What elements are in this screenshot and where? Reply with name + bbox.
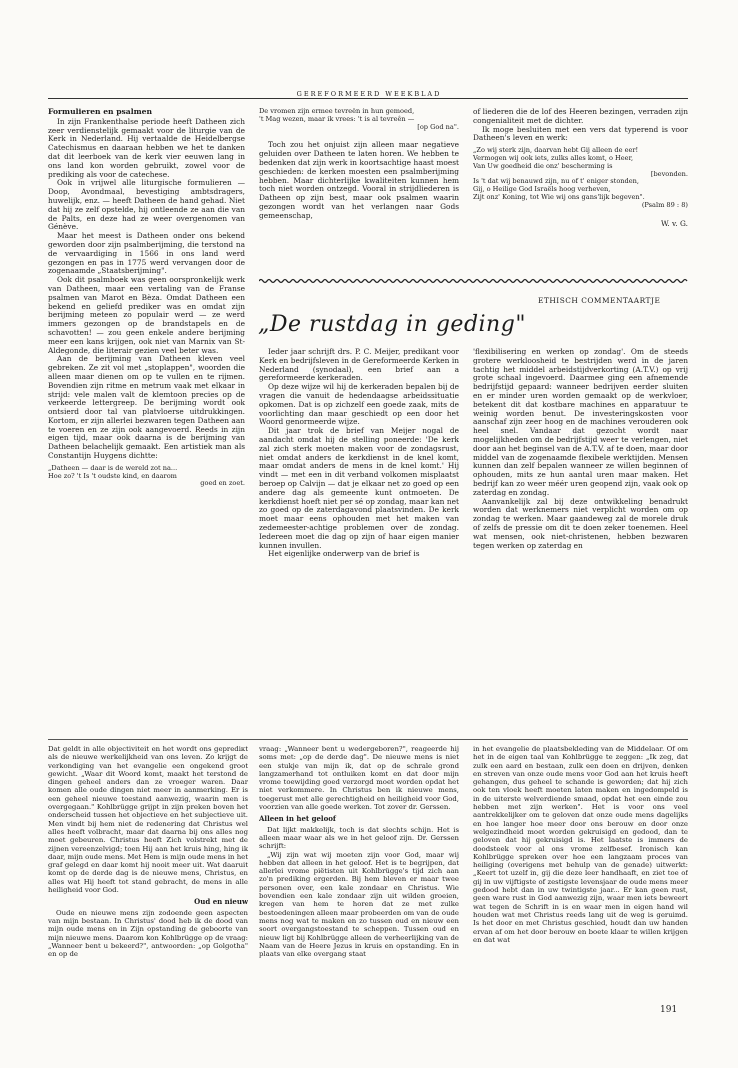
column-3 (473, 108, 688, 276)
paragraph: Het eigenlijke onderwerp van de brief is (268, 549, 420, 559)
paragraph: Dat lijkt makkelijk, toch is dat slechts schijn. Het is alleen maar waar als we in het geloof zijn. Dr. Gerssen schrijft: (259, 825, 459, 851)
paragraph: of liederen die de lof des Heeren bezingen, verraden zijn congenialiteit met de dichter. (473, 108, 688, 125)
quote-line: [op God na". (417, 122, 459, 131)
page-number: 191 (660, 1005, 678, 1015)
paragraph: Op deze wijze wil hij de kerkeraden bepalen bij de vragen die vanuit de hedendaagse arbeidssituatie opkomen. Dat is op zichzelf een goede zaak, mits de voorlichting dan maar geschiedt op een door het Woord genormeerde wijze. (259, 382, 459, 427)
paragraph: Toch zou het onjuist zijn alleen maar negatieve geluiden over Datheen te laten horen. We hebben te bedenken dat zijn werk in koortsachtige haast moest geschieden: de kerken moesten een psalmberijming hebben. Maar dichterlijke kwaliteiten kunnen hem toch niet worden ontzegd. Vooral in strijdliederen is Datheen op zijn best, maar ook psalmen waarin gezongen wordt van het verlangen naar Gods gemeenschap, (259, 140, 459, 220)
quote-line: 't Mag wezen, maar ik vrees: 't is al tevreên — (259, 114, 415, 123)
paragraph: in het evangelie de plaatsbekleding van de Middelaar. Of om het in de eigen taal van Kohlbrügge te zeggen: „Ik zeg, dat zulk een aard en bestaan, zulk een doen en drijven, denken en streven van onze oude mens voor God aan het kruis heeft gehangen, dus geheel te schande is geworden; dat hij zich ook ten vloek heeft moeten laten maken en ingedompeld is in de uiterste welverdiende smaad, opdat het een einde zou hebben met zijn werken". Het is voor ons veel aantrekkelijker om te geloven dat onze oude mens dagelijks en hoe langer hoe meer door ons berouw en door onze welgezindheid moet worden gekruisigd en gedood, dan te geloven dat hij gekruisigd is. Het laatste is immers de doodsteek voor al ons vrome zelfbesef. Ironisch kan Kohlbrügge spreken over hoe een langzaam proces van heiliging (overigens met behulp van de genade) uitwerkt: „Keert tot uzelf in, gij die deze leer handhaaft, en ziet toe of gij in uw vijftigste of zestigste levensjaar de oude mens meer gedood hebt dan in uw twintigste jaar... Er kan geen rust, geen ware rust in God aanwezig zijn, waar men iets beweert wat tegen de Schrift in is en waar men in eigen hand wil houden wat met Christus reeds lang uit de weg is geruimd. Is het door en met Christus geschied, houdt dan uw handen ervan af om het door berouw en boete klaar te willen krijgen en dat wat (473, 745, 688, 944)
section-label: ETHISCH COMMENTAARTJE (538, 296, 661, 305)
paragraph: In zijn Frankenthalse periode heeft Datheen zich zeer verdienstelijk gemaakt voor de liturgie van de Kerk in Nederland. Hij vertaalde de Heidelbergse Catechismus en daaraan hebben we het te danken dat dit leerboek van de kerk vier eeuwen lang in ons land kon worden gebruikt, zowel voor de prediking als voor de catechese. (48, 116, 245, 179)
quote-line: goed en zoet. (200, 479, 245, 488)
paragraph: Ieder jaar schrijft drs. P. C. Meijer, predikant voor Kerk en bedrijfsleven in de Gereformeerde Kerken in Nederland (synodaal), een brief aan a gereformeerde kerkeraden. (259, 348, 459, 383)
lower-column-1 (48, 745, 248, 995)
poem-quote (259, 108, 459, 131)
poem-quote (473, 147, 688, 209)
quote-line: Vermogen wij ook iets, zulks alles komt, o Heer, (473, 153, 634, 162)
section-heading: Formulieren en psalmen (48, 108, 152, 116)
paragraph: Oude en nieuwe mens zijn zodoende geen aspecten van mijn bestaan. In Christus' dood heb ik de dood van mijn oude mens en in Zijn opstanding de geboorte van mijn nieuwe mens. Daarom kon Kohlbrügge op de vraag: „Wanneer bent u bekeerd?", antwoorden: „op Golgotha" en op de (48, 908, 248, 959)
paragraph: 'flexibilisering en werken op zondag'. Om de steeds grotere werkloosheid te bestrijden werd in de jaren tachtig het middel arbeidstijdverkorting (A.T.V.) op vrij grote schaal ingevoerd. Daarmee ging een afnemende bedrijfstijd gepaard: wanneer bedrijven eerder sluiten en er minder uren worden gemaakt op de werkvloer, betekent dit dat kostbare machines en apparatuur te weinig worden benut. De investeringskosten voor aanschaf zijn zeer hoog en de machines verouderen ook heel snel. Vandaar dat gezocht wordt naar mogelijkheden om de bedrijfstijd weer te verlengen, niet door aan het beginsel van de A.T.V. af te doen, maar door middel van de zogenaamde flexibele werktijden. Mensen kunnen dan zelf bepalen wanneer ze willen beginnen of ophouden, mits ze hun aantal uren maar maken. Het bedrijf kan zo weer méér uren geopend zijn, vaak ook op zaterdag en zondag. (473, 348, 688, 497)
poem-quote (48, 465, 245, 488)
wavy-divider (259, 278, 689, 284)
column-2 (259, 108, 459, 276)
lower-column-2 (259, 745, 459, 995)
quote-line: Zijt onz' Koning, tot Wie wij ons gans'lijk begeven". (473, 192, 645, 201)
quote-line: Hoe zo? 't Is 't oudste kind, en daarom (48, 471, 177, 480)
paragraph: Dat geldt in alle objectiviteit en het wordt ons geprediкt als de nieuwe werkelijkheid van ons leven. Zo krijgt de verkondiging van het evangelie een ongekend groot gewicht. „Waar dit Woord komt, maakt het terstond de dingen geheel anders dan ze vroeger waren. Daar komen alle oude dingen niet meer in aanmerking. Er is een geheel nieuwe toestand aanwezig, waarin men is overgegaan." Kohlbrügge grijpt in zijn preken boven het onderscheid tussen het objectieve en het subjectieve uit. Men vindt bij hem niet de redenering dat Christus wel alles heeft volbracht, maar dat daarna bij ons alles nog moet gebeuren. Christus heeft Zich volstrekt met de zijnen vereenzelvigd; toen Hij aan het kruis hing, hing ik daar, mijn oude mens. Met Hem is mijn oude mens in het graf gelegd en daar komt hij nooit meer uit. Wat daaruit komt op de derde dag is de nieuwe mens, Christus, en alles wat Hij heeft tot stand gebracht, de mens in alle heiligheid voor God. (48, 745, 248, 895)
paragraph: vraag: „Wanneer bent u wedergeboren?", reageerde hij soms met: „op de derde dag". De nieuwe mens is niet een stukje van mijn ik, dat op de schrale grond langzamerhand tot ontluiken komt en dat door mijn vrome toewijding goed verzorgd moet worden opdat het niet verkommere. In Christus ben ik nieuwe mens, toegerust met alle gerechtigheid en heiligheid voor God, voorzien van alle goede werken. Tot zover dr. Gerssen. (259, 745, 459, 812)
section-divider (48, 739, 688, 740)
quote-line: „Zo wij sterk zijn, daarvan hebt Gij alleen de eer! (473, 146, 639, 155)
quote-line: „Datheen — daar is de wereld zot na... (48, 463, 178, 472)
author-signature: W. v. G. (661, 218, 688, 228)
subheading: Alleen in het geloof (259, 814, 336, 824)
quote-line: Gij, o Heilige God Israëls hoog verheven, (473, 185, 611, 194)
paragraph: „Wij zijn wat wij moeten zijn voor God, maar wij hebben dat alleen in het geloof. Het is te begrijpen, dat allerlei vrome piëtisten uit Kohlbrügge's tijd zich aan zo'n prediking ergerden. Bij hem bleven er maar twee personen over, een kale zondaar en Christus. Wie bovendien een kale zondaar zijn uit wilden groeien, kregen van hem te horen dat ze met zulke bestoedeningen alleen maar probeerden om van de oude mens nog wat te maken en zo tussen oud en nieuw een soort overgangstoestand te scheppen. Tussen oud en nieuw ligt bij Kohlbrügge alleen de verheerlijking van de Naam van de Heere Jezus in kruis en opstanding. En in plaats van elke overgang staat (259, 850, 459, 959)
paragraph: Dit jaar trok de brief van Meijer nogal de aandacht omdat hij de stelling poneerde: 'De kerk zal zich sterk moeten maken voor de zondagsrust, niet omdat anders de kerkdienst in de knel komt, maar omdat anders de mens in de knel komt.' Hij vindt — met een in dit verband volkomen misplaatst beroep op Calvijn — dat je elkaar net zo goed op een andere dag als gemeente kunt ontmoeten. De kerkdienst hoeft niet per sé op zondag, maar kan net zo goed op de zaterdagavond plaatsvinden. De kerk moet maar eens ophouden met het maken van zedemeester-achtige problemen over de zondag. Iedereen moet die dag op zijn of haar eigen manier kunnen invullen. (259, 426, 459, 550)
quote-reference: (Psalm 89 : 8) (641, 200, 688, 209)
article-headline: „De rustdag in geding" (258, 312, 526, 337)
paragraph: Maar het meest is Datheen onder ons bekend geworden door zijn psalmberijming, die terstond na de vervaardiging in 1566 in ons land werd gezongen en pas in 1775 werd vervangen door de zogenaamde „Staatsberijming". (48, 231, 245, 276)
article-column-right (473, 348, 688, 738)
paragraph: Ik moge besluiten met een vers dat typerend is voor Datheen's leven en werk: (473, 124, 688, 143)
quote-line: Van Uw goedheid die onz' bescherming is (473, 161, 613, 170)
paragraph: Aan de berijming van Datheen kleven veel gebreken. Ze zit vol met „stoplappen", woorden die alleen maar dienen om op te vullen en te rijmen. Bovendien zijn ritme en metrum vaak met elkaar in strijd: vele malen valt de klemtoon precies op de verkeerde lettergreep. De berijming wordt ook ontsierd door tal van platvloerse uitdrukkingen. Kortom, er zijn allerlei bezwaren tegen Datheen aan te voeren en ze zijn ook aangevoerd. Reeds in zijn eigen tijd, maar ook daarna is de berijming van Datheen belachelijk gemaakt. Een artistiek man als Constantijn Huygens dichtte: (48, 354, 245, 461)
header-rule (48, 98, 688, 99)
paragraph: Ook in vrijwel alle liturgische formulieren — Doop, Avondmaal, bevestiging ambtsdragers, huwelijk, enz. — heeft Datheen de hand gehad. Niet dat hij ze zelf opstelde, hij ontleende ze aan die van de Palts, en deze had ze weer overgenomen van Génève. (48, 178, 245, 232)
article-column-left (259, 348, 459, 738)
quote-line: Is 't dat wij benauwd zijn, nu of t' eniger stonden, (473, 177, 640, 186)
running-header: GEREFORMEERD WEEKBLAD (296, 90, 442, 98)
quote-line: De vromen zijn ermee tevreên in hun gemoed, (259, 108, 415, 115)
quote-line: [bevonden. (650, 169, 688, 178)
paragraph: Aanvankelijk zal bij deze ontwikkeling benadrukt worden dat werknemers niet verplicht worden om op zondag te werken. Maar gaandeweg zal de morele druk of zelfs de pressie om dit te doen zeker toenemen. Heel wat mensen, ook niet-christenen, hebben bezwaren tegen werken op zaterdag en (473, 496, 688, 550)
column-1 (48, 108, 245, 738)
lower-column-3 (473, 745, 688, 995)
subheading: Oud en nieuw (194, 897, 248, 907)
paragraph: Ook dit psalmboek was geen oorspronkelijk werk van Datheen, maar een vertaling van de Franse psalmen van Marot en Bèza. Omdat Datheen een bekend en geliefd prediker was en omdat zijn berijming meteen zo populair werd — ze werd immers gezongen op de brandstapels en de schavotten! — zou geen enkele andere berijming meer een kans krijgen, ook niet van Marnix van St-Aldegonde, die literair gezien veel beter was. (48, 275, 245, 355)
